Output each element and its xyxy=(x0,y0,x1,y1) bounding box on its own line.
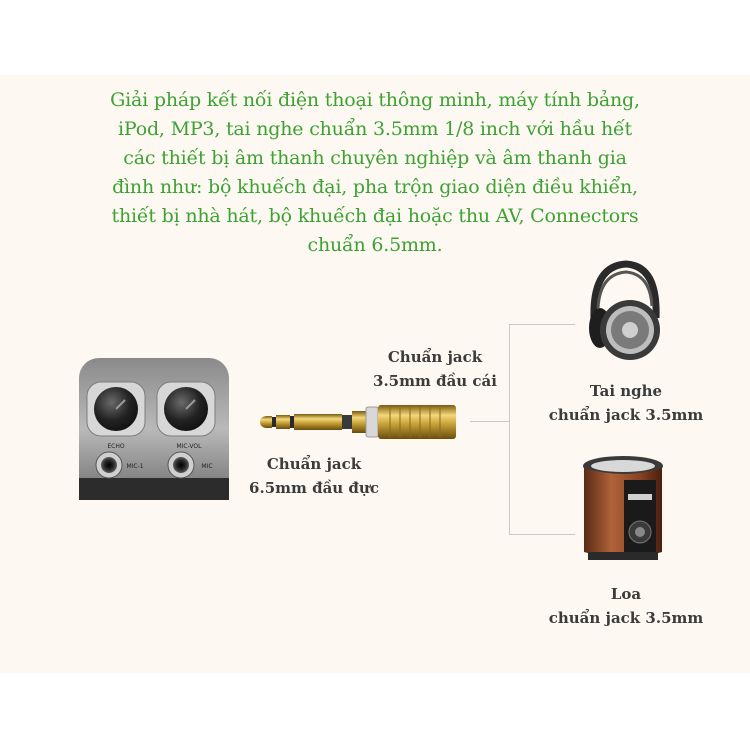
knob-label-echo: ECHO xyxy=(107,443,125,450)
headline-text xyxy=(20,86,730,260)
headline-line: các thiết bị âm thanh chuyên nghiệp và âm thanh gia xyxy=(123,147,627,169)
label-line: Chuẩn jack xyxy=(387,348,483,366)
label-line: 3.5mm đầu cái xyxy=(373,372,497,390)
headphone-label xyxy=(540,379,712,427)
male-jack-label xyxy=(230,452,398,500)
headline-line: chuẩn 6.5mm. xyxy=(307,234,443,256)
speaker-label xyxy=(538,582,714,630)
label-line: 6.5mm đầu đực xyxy=(249,479,379,497)
mixer-panel-image xyxy=(79,358,229,500)
headphone-image xyxy=(580,258,668,366)
jack-label-mic-1: MIC-1 xyxy=(126,463,144,470)
label-line: Chuẩn jack xyxy=(266,455,362,473)
female-jack-label xyxy=(355,345,515,393)
label-line: Tai nghe xyxy=(589,382,663,400)
label-line: chuẩn jack 3.5mm xyxy=(548,609,704,627)
speaker-image xyxy=(578,454,668,566)
jack-adapter-image xyxy=(258,397,468,447)
knob-label-mic-vol: MIC-VOL xyxy=(176,443,202,450)
headline-line: Giải pháp kết nối điện thoại thông minh, máy tính bảng, xyxy=(110,89,640,111)
headline-line: đình như: bộ khuếch đại, pha trộn giao diện điều khiển, xyxy=(112,176,638,198)
connector-line-top xyxy=(509,324,575,325)
jack-label-mic: MIC xyxy=(201,463,213,470)
connector-line-middle xyxy=(470,421,510,422)
label-line: Loa xyxy=(610,585,642,603)
label-line: chuẩn jack 3.5mm xyxy=(548,406,704,424)
headline-line: thiết bị nhà hát, bộ khuếch đại hoặc thu AV, Connectors xyxy=(111,205,639,227)
headline-line: iPod, MP3, tai nghe chuẩn 3.5mm 1/8 inch với hầu hết xyxy=(118,118,632,140)
connector-line-bottom xyxy=(509,534,575,535)
